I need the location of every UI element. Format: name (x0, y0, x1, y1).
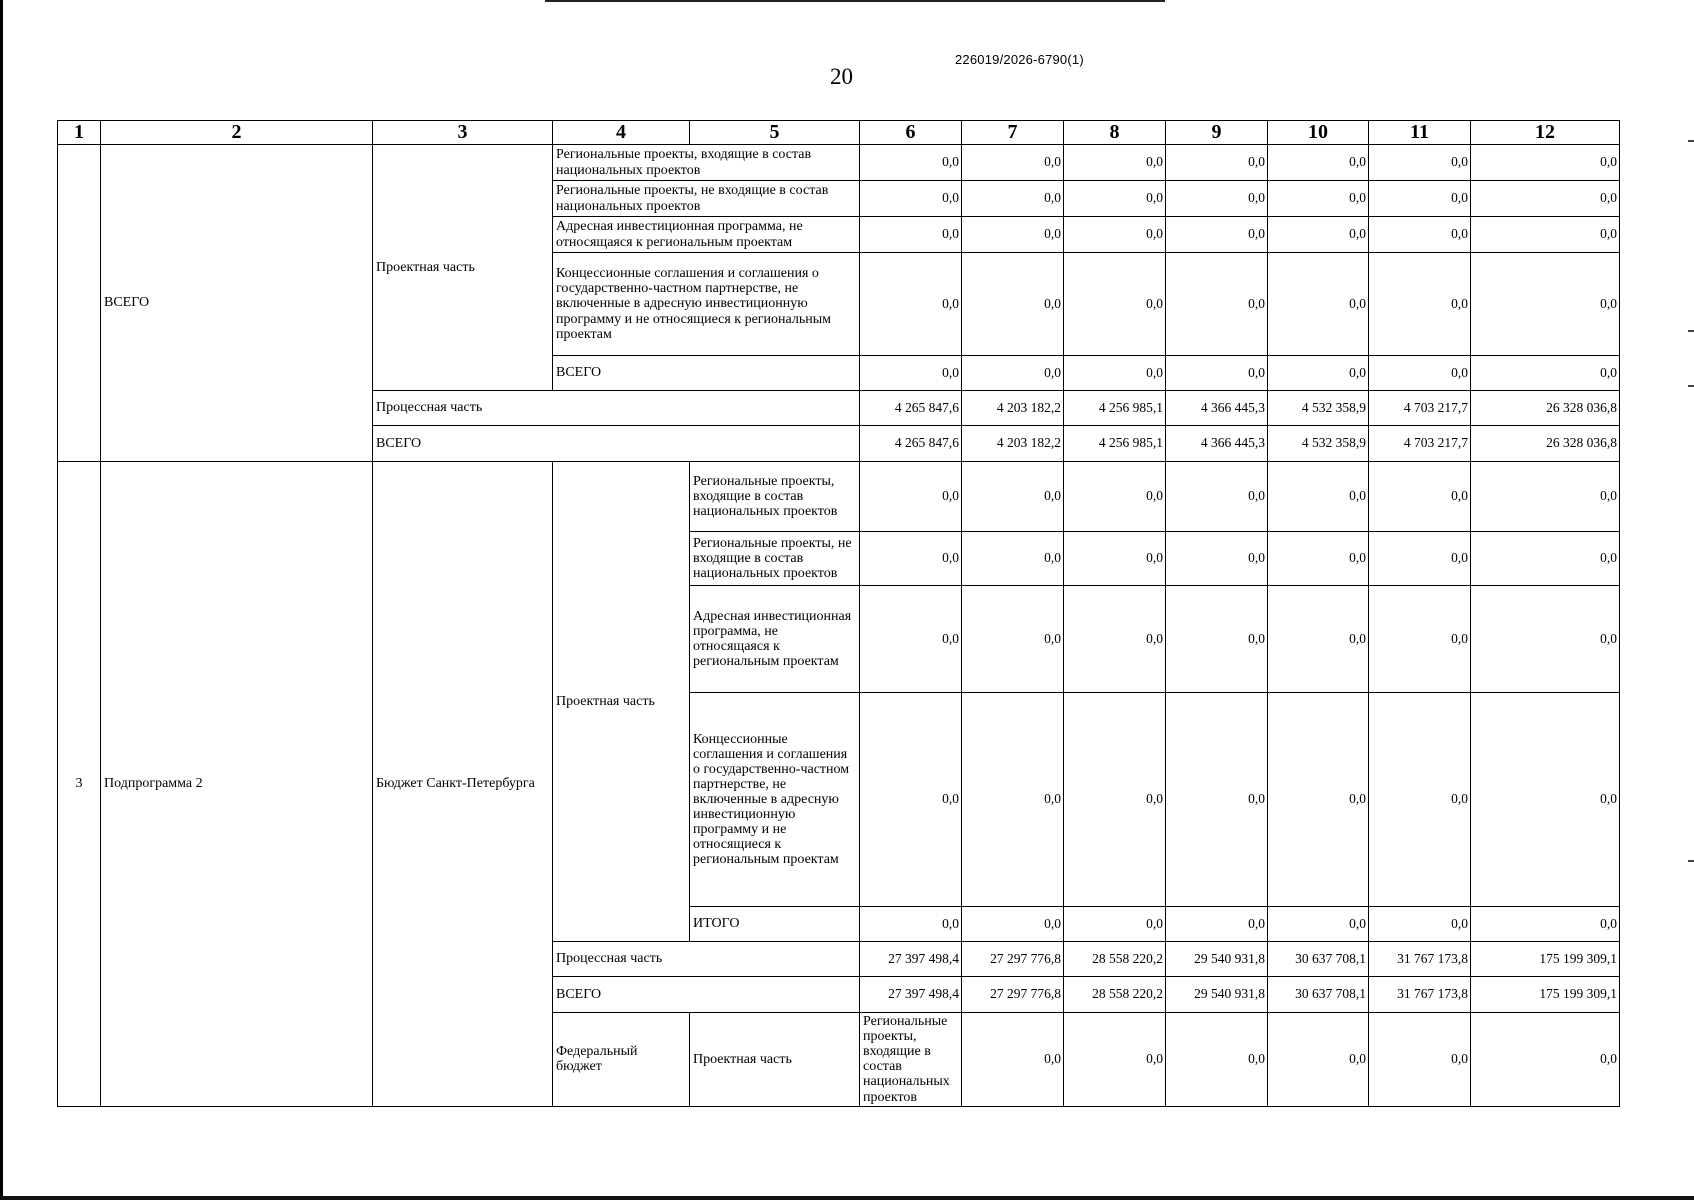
value-cell: 0,0 (1471, 907, 1620, 942)
value-cell: 0,0 (1369, 586, 1471, 693)
value-cell: 0,0 (860, 217, 962, 253)
table-row (58, 145, 1620, 181)
value-cell: 0,0 (962, 532, 1064, 586)
value-cell: 0,0 (1471, 586, 1620, 693)
project-part-label: Проектная часть (553, 462, 690, 942)
value-cell: 0,0 (1471, 532, 1620, 586)
value-cell: 4 366 445,3 (1166, 391, 1268, 426)
value-cell: 0,0 (1471, 253, 1620, 356)
value-cell: 175 199 309,1 (1471, 942, 1620, 977)
header-cell: 1 (58, 121, 101, 145)
value-cell: 31 767 173,8 (1369, 977, 1471, 1013)
value-cell: 4 532 358,9 (1268, 426, 1369, 462)
value-cell: 31 767 173,8 (1369, 942, 1471, 977)
value-cell: 0,0 (1369, 462, 1471, 532)
project-total-label: ВСЕГО (553, 356, 860, 391)
table-row (58, 462, 1620, 532)
value-cell: 0,0 (1166, 356, 1268, 391)
value-cell: 0,0 (1268, 217, 1369, 253)
value-cell: 175 199 309,1 (1471, 977, 1620, 1013)
value-cell: 0,0 (1166, 907, 1268, 942)
value-cell: 0,0 (1166, 462, 1268, 532)
value-cell: 0,0 (1268, 532, 1369, 586)
value-cell: 0,0 (1064, 181, 1166, 217)
header-cell: 10 (1268, 121, 1369, 145)
scan-edge-mark (1688, 140, 1694, 142)
header-cell: 11 (1369, 121, 1471, 145)
address-investment-label: Адресная инвестиционная программа, не относящаяся к региональным проектам (690, 586, 860, 693)
value-cell: 0,0 (1268, 462, 1369, 532)
value-cell: 0,0 (1369, 907, 1471, 942)
value-cell: 0,0 (1064, 1013, 1166, 1107)
value-cell: 4 703 217,7 (1369, 391, 1471, 426)
scan-edge-top (545, 0, 1165, 2)
value-cell: 0,0 (1369, 356, 1471, 391)
value-cell: 27 297 776,8 (962, 942, 1064, 977)
value-cell: 0,0 (860, 462, 962, 532)
value-cell: 0,0 (860, 693, 962, 907)
header-cell: 4 (553, 121, 690, 145)
value-cell: 0,0 (1471, 693, 1620, 907)
value-cell: 26 328 036,8 (1471, 426, 1620, 462)
row-number-cell (58, 145, 101, 462)
value-cell: 0,0 (860, 145, 962, 181)
value-cell: 4 366 445,3 (1166, 426, 1268, 462)
header-row (58, 121, 1620, 145)
budget-total-label: ВСЕГО (553, 977, 860, 1013)
total-label-cell: ВСЕГО (101, 145, 373, 462)
scan-edge-mark (1688, 385, 1694, 387)
value-cell: 0,0 (1471, 181, 1620, 217)
value-cell: 28 558 220,2 (1064, 942, 1166, 977)
scan-edge-mark (1688, 330, 1694, 332)
value-cell: 0,0 (962, 693, 1064, 907)
value-cell: 0,0 (1166, 253, 1268, 356)
value-cell: 0,0 (1064, 693, 1166, 907)
scan-edge-bottom (0, 1196, 1694, 1200)
value-cell: 0,0 (1369, 532, 1471, 586)
finance-table (57, 120, 1620, 1107)
address-investment-label: Адресная инвестиционная программа, не относящаяся к региональным проектам (553, 217, 860, 253)
value-cell: 27 397 498,4 (860, 942, 962, 977)
page-number: 20 (830, 64, 853, 89)
project-part-label: Проектная часть (373, 145, 553, 391)
concession-label: Концессионные соглашения и соглашения о государственно-частном партнерстве, не включенные в адресную инвестиционную программу и не относящиеся к региональным проектам (690, 693, 860, 907)
value-cell: 0,0 (860, 532, 962, 586)
value-cell: 0,0 (1369, 253, 1471, 356)
regional-projects-out-label: Региональные проекты, не входящие в состав национальных проектов (553, 181, 860, 217)
process-part-label: Процессная часть (553, 942, 860, 977)
regional-projects-in-label: Региональные проекты, входящие в состав национальных проектов (553, 145, 860, 181)
value-cell: 0,0 (962, 586, 1064, 693)
header-cell: 9 (1166, 121, 1268, 145)
value-cell: 0,0 (1471, 462, 1620, 532)
grand-total-label: ВСЕГО (373, 426, 860, 462)
subprogram-label: Подпрограмма 2 (101, 462, 373, 1107)
value-cell: 0,0 (1268, 356, 1369, 391)
header-cell: 2 (101, 121, 373, 145)
value-cell: 0,0 (1064, 586, 1166, 693)
value-cell: 0,0 (1268, 586, 1369, 693)
regional-projects-out-label: Региональные проекты, не входящие в состав национальных проектов (690, 532, 860, 586)
value-cell: 28 558 220,2 (1064, 977, 1166, 1013)
value-cell: 0,0 (1268, 253, 1369, 356)
value-cell: 0,0 (860, 181, 962, 217)
value-cell: 0,0 (1064, 145, 1166, 181)
value-cell: 0,0 (1369, 1013, 1471, 1107)
value-cell: 4 203 182,2 (962, 391, 1064, 426)
value-cell: 0,0 (1166, 181, 1268, 217)
document-id: 226019/2026-6790(1) (955, 52, 1084, 67)
header-cell: 3 (373, 121, 553, 145)
value-cell: 30 637 708,1 (1268, 942, 1369, 977)
value-cell: 0,0 (1268, 907, 1369, 942)
value-cell: 0,0 (1471, 356, 1620, 391)
value-cell: 0,0 (860, 356, 962, 391)
project-part-label: Проектная часть (690, 1013, 860, 1107)
value-cell: 0,0 (962, 253, 1064, 356)
value-cell: 29 540 931,8 (1166, 977, 1268, 1013)
value-cell: 0,0 (1369, 217, 1471, 253)
value-cell: 0,0 (1166, 217, 1268, 253)
header-cell: 7 (962, 121, 1064, 145)
scan-edge-mark (1688, 860, 1694, 862)
value-cell: 0,0 (1369, 145, 1471, 181)
regional-projects-in-label: Региональные проекты, входящие в состав национальных проектов (690, 462, 860, 532)
value-cell: 0,0 (962, 1013, 1064, 1107)
value-cell: 0,0 (1064, 217, 1166, 253)
value-cell: 0,0 (1166, 532, 1268, 586)
value-cell: 0,0 (962, 356, 1064, 391)
budget-spb-label: Бюджет Санкт-Петербурга (373, 462, 553, 1107)
value-cell: 0,0 (1064, 253, 1166, 356)
value-cell: 0,0 (1166, 693, 1268, 907)
value-cell: 0,0 (1166, 586, 1268, 693)
value-cell: 0,0 (1064, 356, 1166, 391)
value-cell: 4 265 847,6 (860, 426, 962, 462)
row-number: 3 (58, 462, 101, 1107)
regional-projects-in-label: Региональные проекты, входящие в состав национальных проектов (860, 1013, 962, 1107)
value-cell: 4 203 182,2 (962, 426, 1064, 462)
value-cell: 0,0 (1369, 181, 1471, 217)
value-cell: 0,0 (860, 907, 962, 942)
value-cell: 27 397 498,4 (860, 977, 962, 1013)
value-cell: 0,0 (1268, 693, 1369, 907)
value-cell: 0,0 (1268, 181, 1369, 217)
value-cell: 0,0 (962, 462, 1064, 532)
value-cell: 4 532 358,9 (1268, 391, 1369, 426)
value-cell: 0,0 (962, 145, 1064, 181)
process-part-label: Процессная часть (373, 391, 860, 426)
value-cell: 0,0 (1166, 145, 1268, 181)
value-cell: 0,0 (1064, 462, 1166, 532)
value-cell: 0,0 (1064, 907, 1166, 942)
concession-label: Концессионные соглашения и соглашения о государственно-частном партнерстве, не включенные в адресную инвестиционную программу и не относящиеся к региональным проектам (553, 253, 860, 356)
federal-budget-label: Федеральный бюджет (553, 1013, 690, 1107)
header-cell: 6 (860, 121, 962, 145)
value-cell: 0,0 (1471, 217, 1620, 253)
value-cell: 0,0 (962, 217, 1064, 253)
value-cell: 0,0 (1064, 532, 1166, 586)
value-cell: 0,0 (1369, 693, 1471, 907)
value-cell: 4 703 217,7 (1369, 426, 1471, 462)
value-cell: 0,0 (1471, 1013, 1620, 1107)
value-cell: 0,0 (962, 181, 1064, 217)
value-cell: 0,0 (1268, 1013, 1369, 1107)
value-cell: 4 256 985,1 (1064, 426, 1166, 462)
header-cell: 5 (690, 121, 860, 145)
value-cell: 0,0 (860, 586, 962, 693)
value-cell: 0,0 (1268, 145, 1369, 181)
value-cell: 27 297 776,8 (962, 977, 1064, 1013)
value-cell: 0,0 (1166, 1013, 1268, 1107)
header-cell: 8 (1064, 121, 1166, 145)
value-cell: 29 540 931,8 (1166, 942, 1268, 977)
value-cell: 0,0 (1471, 145, 1620, 181)
value-cell: 0,0 (860, 253, 962, 356)
header-cell: 12 (1471, 121, 1620, 145)
value-cell: 0,0 (962, 907, 1064, 942)
value-cell: 4 265 847,6 (860, 391, 962, 426)
scan-edge-left (0, 0, 3, 1200)
value-cell: 4 256 985,1 (1064, 391, 1166, 426)
project-itogo-label: ИТОГО (690, 907, 860, 942)
value-cell: 30 637 708,1 (1268, 977, 1369, 1013)
value-cell: 26 328 036,8 (1471, 391, 1620, 426)
